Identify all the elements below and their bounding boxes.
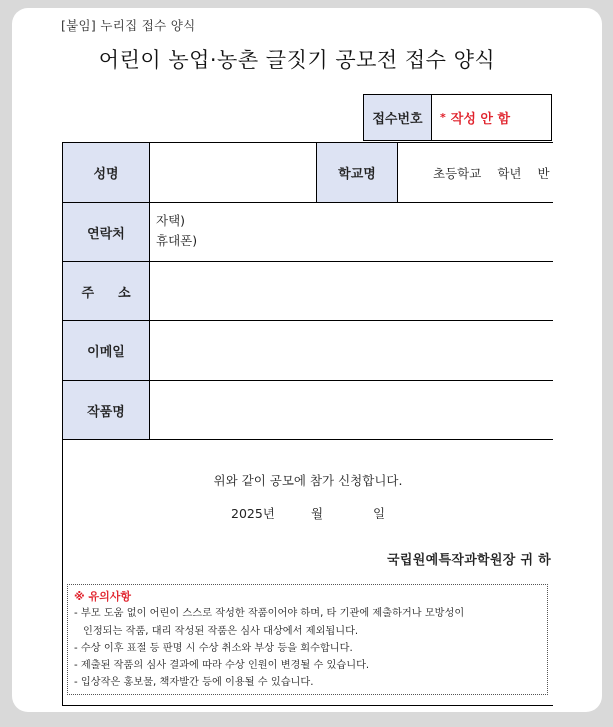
- addressee: 국립원예특작과학원장 귀 하: [387, 553, 551, 568]
- name-row: [63, 143, 553, 203]
- note-item: 인정되는 작품, 대리 작성된 작품은 심사 대상에서 제외됩니다.: [83, 625, 359, 637]
- attachment-label: [붙임] 누리집 접수 양식: [61, 18, 196, 33]
- application-date: [231, 504, 385, 522]
- email-field[interactable]: [150, 321, 553, 380]
- email-row: [63, 321, 553, 381]
- date-month: 월: [311, 506, 324, 521]
- work-title-label: 작품명: [63, 381, 150, 439]
- contact-label: 연락처: [63, 203, 150, 261]
- contact-row: [63, 203, 553, 262]
- document-page: [12, 8, 602, 712]
- school-value-grade: 학년: [497, 165, 522, 181]
- name-label: 성명: [63, 143, 150, 202]
- work-title-field[interactable]: [150, 381, 553, 439]
- school-field[interactable]: [433, 143, 566, 202]
- school-label: 학교명: [316, 143, 398, 202]
- application-form: [62, 142, 553, 706]
- notes-title: ※ 유의사항: [74, 590, 132, 603]
- note-item: - 부모 도움 없이 어린이 스스로 작성한 작품이어야 하며, 타 기관에 제출하거나 모방성이: [74, 608, 465, 620]
- notes-box: [67, 584, 548, 695]
- declaration-text: 위와 같이 공모에 참가 신청합니다.: [213, 473, 403, 488]
- address-label: 주소: [81, 285, 155, 301]
- asterisk-marker: *: [440, 111, 446, 124]
- contact-field[interactable]: [150, 203, 553, 261]
- work-title-row: [63, 381, 553, 440]
- receipt-number-label: 접수번호: [364, 95, 432, 140]
- note-item: - 제출된 작품의 심사 결과에 따라 수상 인원이 변경될 수 있습니다.: [74, 660, 370, 672]
- receipt-note: 작성 안 함: [450, 112, 511, 127]
- receipt-number-box: [363, 94, 552, 141]
- date-day: 일: [373, 506, 386, 521]
- date-year: 2025년: [231, 506, 275, 521]
- school-value-school: 초등학교: [433, 165, 482, 181]
- address-row: [63, 262, 553, 321]
- address-field[interactable]: [150, 262, 553, 320]
- address-label-cell: [63, 262, 155, 320]
- page-title: 어린이 농업·농촌 글짓기 공모전 접수 양식: [98, 48, 496, 72]
- home-phone-label: 자택): [156, 213, 186, 228]
- school-value-class: 반: [537, 165, 550, 181]
- note-item: - 수상 이후 표절 등 판명 시 수상 취소와 부상 등을 회수합니다.: [74, 642, 353, 654]
- receipt-number-field: [432, 95, 551, 140]
- note-item: - 입상작은 홍보물, 책자발간 등에 이용될 수 있습니다.: [74, 677, 314, 689]
- mobile-phone-label: 휴대폰): [156, 233, 198, 248]
- email-label: 이메일: [63, 321, 150, 380]
